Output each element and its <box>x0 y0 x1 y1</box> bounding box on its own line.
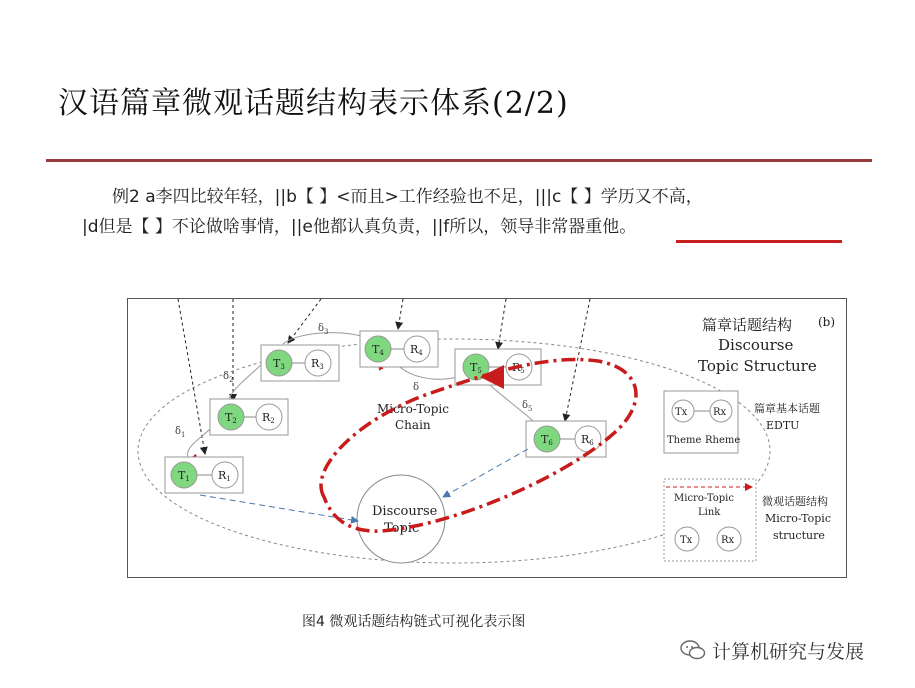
legend-link-rx: Rx <box>721 535 735 546</box>
highlight-underline <box>676 240 842 243</box>
link-to-center <box>443 449 528 497</box>
chain-label-1: Micro-Topic <box>377 402 449 416</box>
diagram-svg <box>128 299 848 579</box>
diagram-title-tag: (b) <box>818 315 836 329</box>
example-line-2: |d但是【 】不论做啥事情，||e他都认真负责，||f所以，领导非常器重他。 <box>82 217 637 237</box>
node-t1 <box>165 457 243 493</box>
delta-label-5: $\delta_5$ <box>522 400 533 413</box>
node-t6 <box>526 421 606 457</box>
figure-caption: 图4 微观话题结构链式可视化表示图 <box>302 614 526 630</box>
svg-text:T6: T6 <box>541 433 553 447</box>
delta-label-3: $\delta_3$ <box>318 323 329 336</box>
discourse-topic-circle <box>357 475 445 563</box>
delta-label-2: $\delta_2$ <box>223 371 234 384</box>
chain-label-2: Chain <box>395 418 431 432</box>
legend-link-tx: Tx <box>680 535 693 546</box>
node-t3 <box>261 345 339 381</box>
diagram-title-en-1: Discourse <box>718 336 794 354</box>
delta-link <box>228 359 266 404</box>
center-label-2: Topic <box>384 521 420 536</box>
diagram-title-en-2: Topic Structure <box>698 357 817 375</box>
legend-link-label-en-1: Micro-Topic <box>765 512 831 525</box>
node-t4 <box>360 331 438 367</box>
incoming-arrow <box>398 299 403 329</box>
topic-structure-diagram <box>127 298 847 578</box>
legend-edtu-rheme: Rheme <box>705 435 741 446</box>
svg-text:R6: R6 <box>581 433 594 447</box>
node-t2 <box>210 399 288 435</box>
legend-link-title-1: Micro-Topic <box>674 493 734 504</box>
watermark <box>680 636 864 664</box>
slide-title: 汉语篇章微观话题结构表示体系(2/2) <box>58 86 569 121</box>
delta-label-1: $\delta_1$ <box>175 426 186 439</box>
incoming-arrow <box>288 299 321 343</box>
legend-link-title-2: Link <box>698 507 721 518</box>
legend-edtu-rx: Rx <box>713 407 727 418</box>
legend-edtu-label-cn: 篇章基本话题 <box>754 402 820 415</box>
legend-edtu-theme: Theme <box>667 435 702 446</box>
svg-text:T3: T3 <box>273 357 285 371</box>
example-line-1: 例2 a李四比较年轻，||b【 】<而且>工作经验也不足，|||c【 】学历又不高， <box>112 187 703 207</box>
legend-link-box <box>664 479 756 561</box>
svg-text:T1: T1 <box>178 469 190 483</box>
diagram-title-cn: 篇章话题结构 <box>702 316 793 334</box>
legend-edtu-label-en: EDTU <box>766 419 800 432</box>
wechat-icon <box>680 639 706 661</box>
svg-text:R4: R4 <box>410 343 423 357</box>
center-label-1: Discourse <box>372 504 438 519</box>
incoming-arrow <box>498 299 506 349</box>
legend-link-label-en-2: structure <box>773 529 825 542</box>
svg-text:R1: R1 <box>218 469 231 483</box>
svg-text:R2: R2 <box>262 411 275 425</box>
svg-text:R3: R3 <box>311 357 324 371</box>
svg-text:T2: T2 <box>225 411 237 425</box>
delta-label-4: δ <box>413 382 420 393</box>
svg-text:R5: R5 <box>512 361 525 375</box>
title-divider <box>46 159 872 162</box>
svg-text:T4: T4 <box>372 343 384 357</box>
legend-link-label-cn: 微观话题结构 <box>762 495 828 508</box>
legend-edtu-tx: Tx <box>675 407 688 418</box>
watermark-text: 计算机研究与发展 <box>712 640 865 663</box>
svg-text:T5: T5 <box>470 361 482 375</box>
